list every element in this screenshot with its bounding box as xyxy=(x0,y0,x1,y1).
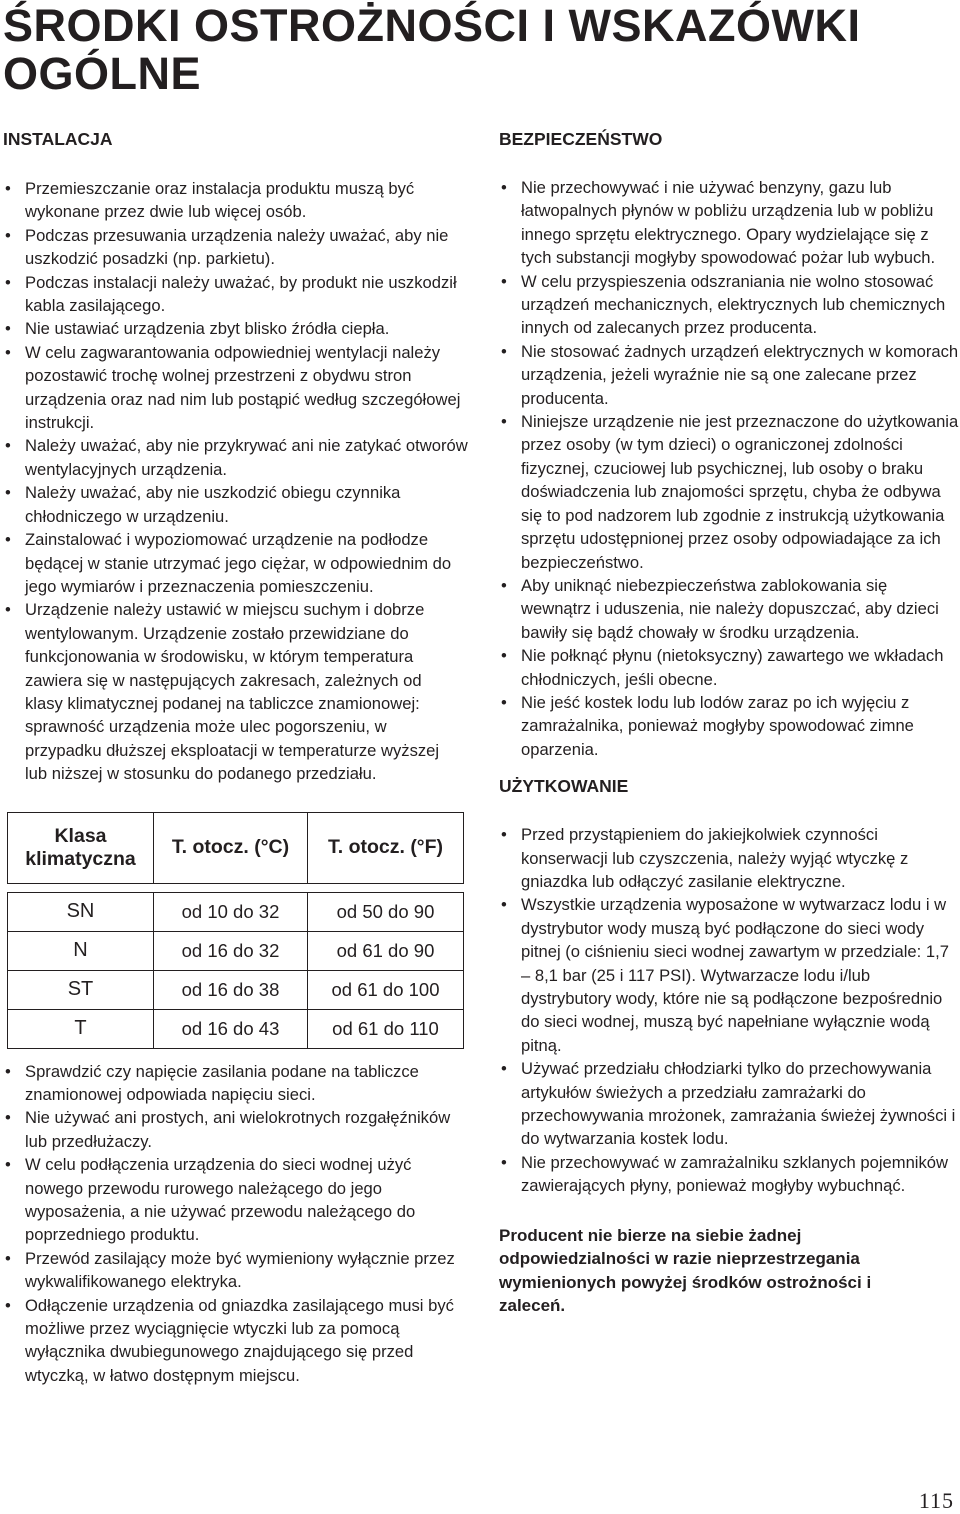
bullet-icon: • xyxy=(501,178,507,197)
list-item: • W celu podłączenia urządzenia do sieci wodnej użyć nowego przewodu rurowego należącego do jego wyposażenia, a nie używać przewodu należącego do poprzedniego produktu. xyxy=(5,1155,416,1245)
table-spacer xyxy=(8,883,464,892)
safety-heading: BEZPIECZEŃSTWO xyxy=(499,129,663,149)
bullet-icon: • xyxy=(5,179,11,198)
installation-heading: INSTALACJA xyxy=(3,129,113,149)
table-header-cell: Klasa klimatyczna xyxy=(8,812,154,883)
bullet-icon: • xyxy=(501,692,507,712)
table-cell: od 61 do 100 xyxy=(308,970,464,1009)
table-cell: ST xyxy=(8,970,154,1009)
table-cell: od 50 do 90 xyxy=(308,892,464,931)
page-title: ŚRODKI OSTROŻNOŚCI I WSKAZÓWKI OGÓLNE xyxy=(3,0,861,99)
list-item: • Nie przechowywać w zamrażalniku szklanych pojemników zawierających płyny, ponieważ mogłyby wybuchnąć. xyxy=(501,1152,948,1196)
list-item: • Urządzenie należy ustawić w miejscu suchym i dobrze wentylowanym. Urządzenie zostało przewidziane do funkcjonowania w środowisku, w którym temperatura zawiera się w następujących zakresach, zależnych od klasy klimatycznej podanej na tabliczce znamionowej: sprawność urządzenia może ulec pogorszeniu, w przypadku dłuższej eksploatacji w temperaturze wyższej lub niższej w stosunku do podanego przedziału. xyxy=(5,600,440,784)
bullet-icon: • xyxy=(5,1061,11,1081)
table-cell: od 16 do 32 xyxy=(154,931,308,970)
list-item: • Nie używać ani prostych, ani wielokrotnych rozgałęźników lub przedłużaczy. xyxy=(5,1108,451,1151)
list-item: • Nie ustawiać urządzenia zbyt blisko źródła ciepła. xyxy=(3,317,473,340)
list-item: • Przed przystąpieniem do jakiejkolwiek czynności konserwacji lub czyszczenia, należy wyjąć wtyczkę z gniazdka lub odłączyć zasilanie elektryczne. xyxy=(501,825,909,891)
list-item: • Przewód zasilający może być wymieniony wyłącznie przez wykwalifikowanego elektryka. xyxy=(5,1248,455,1292)
bullet-icon: • xyxy=(5,319,11,339)
list-item: • Przemieszczanie oraz instalacja produktu muszą być wykonane przez dwie lub więcej osób. xyxy=(5,179,415,222)
table-cell: od 61 do 110 xyxy=(308,1009,464,1048)
list-item: • Podczas instalacji należy uważać, by produkt nie uszkodził kabla zasilającego. xyxy=(5,272,457,316)
bullet-icon: • xyxy=(5,1155,11,1175)
list-item: • Nie przechowywać i nie używać benzyny, gazu lub łatwopalnych płynów w pobliżu urządzenia lub w pobliżu innego sprzętu elektrycznego. Opary wydzielające się z tych substancji mogłyby spowodować pożar lub wybuch. xyxy=(501,178,936,268)
list-item: • Wszystkie urządzenia wyposażone w wytwarzacz lodu i w dystrybutor wody muszą być podłączone do sieci wody pitnej (o ciśnieniu sieci wodnej zawartym w przedziale: 1,7 – 8,1 bar (25 i 117 PSI). Wytwarzacze lodu i/lub dystrybutory wody, które nie są podłączone bezpośrednio do sieci wodnej, muszą być napełniane wyłącznie wodą pitną. xyxy=(501,895,949,1055)
bullet-icon: • xyxy=(501,895,507,915)
table-header-cell: T. otocz. (°F) xyxy=(308,812,464,883)
bullet-icon: • xyxy=(5,436,11,456)
power-list xyxy=(3,1060,473,1388)
list-item: • Podczas przesuwania urządzenia należy uważać, aby nie uszkodzić posadzki (np. parkietu). xyxy=(5,225,449,269)
bullet-icon: • xyxy=(501,825,507,845)
table-cell: od 61 do 90 xyxy=(308,931,464,970)
list-item: • Odłączenie urządzenia od gniazdka zasilającego musi być możliwe przez wyciągnięcie wtyczki lub za pomocą wyłącznika dwubiegunowego znajdującego się przed wtyczką, w łatwo dostępnym miejscu. xyxy=(5,1295,454,1385)
table-row xyxy=(8,970,464,1009)
bullet-icon: • xyxy=(501,575,507,595)
bullet-icon: • xyxy=(5,225,11,245)
table-header-cell: T. otocz. (°C) xyxy=(154,812,308,883)
bullet-icon: • xyxy=(5,530,11,550)
list-item: • Należy uważać, aby nie uszkodzić obiegu czynnika chłodniczego w urządzeniu. xyxy=(5,483,401,526)
bullet-icon: • xyxy=(501,646,507,666)
usage-heading: UŻYTKOWANIE xyxy=(499,776,629,797)
left-column xyxy=(3,128,478,1387)
table-cell: od 16 do 43 xyxy=(154,1009,308,1048)
list-item: • Nie jeść kostek lodu lub lodów zaraz po ich wyjęciu z zamrażalnika, ponieważ mogłyby spowodować zimne oparzenia. xyxy=(501,692,914,759)
list-item: • Sprawdzić czy napięcie zasilania podane na tabliczce znamionowej odpowiada napięciu sieci. xyxy=(5,1061,419,1104)
right-column xyxy=(499,128,960,1335)
list-item: • W celu przyspieszenia odszraniania nie wolno stosować urządzeń mechanicznych, elektrycznych lub chemicznych innych od zalecanych przez producenta. xyxy=(501,271,946,338)
bullet-icon: • xyxy=(501,271,507,291)
list-item: • Nie stosować żadnych urządzeń elektrycznych w komorach urządzenia, jeżeli wyraźnie nie są one zalecane przez producenta. xyxy=(501,341,959,408)
page-number: 115 xyxy=(918,1488,954,1513)
table-cell: od 10 do 32 xyxy=(154,892,308,931)
bullet-icon: • xyxy=(5,1295,11,1315)
table-cell: od 16 do 38 xyxy=(154,970,308,1009)
list-item: • W celu zagwarantowania odpowiedniej wentylacji należy pozostawić trochę wolnej przestrzeni z obydwu stron urządzenia oraz nad nim lub postąpić według szczegółowej instrukcji. xyxy=(5,342,461,433)
bullet-icon: • xyxy=(5,483,11,503)
installation-list xyxy=(3,177,473,786)
table-row xyxy=(8,1009,464,1048)
bullet-icon: • xyxy=(5,1108,11,1128)
bullet-icon: • xyxy=(5,600,11,620)
climate-class-table xyxy=(7,812,464,1049)
usage-list xyxy=(499,823,960,1198)
liability-note: Producent nie bierze na siebie żadnej odpowiedzialności w razie nieprzestrzegania wymienionych powyżej środków ostrożności i zaleceń. xyxy=(499,1225,872,1316)
table-row xyxy=(8,931,464,970)
bullet-icon: • xyxy=(501,1059,507,1079)
list-item: • Należy uważać, aby nie przykrywać ani nie zatykać otworów wentylacyjnych urządzenia. xyxy=(5,436,468,479)
bullet-icon: • xyxy=(5,342,11,362)
bullet-icon: • xyxy=(501,412,507,432)
list-item: • Nie połknąć płynu (nietoksyczny) zawartego we wkładach chłodniczych, jeśli obecne. xyxy=(501,646,944,689)
bullet-icon: • xyxy=(501,341,507,361)
list-item: • Zainstalować i wypoziomować urządzenie na podłodze będącej w stanie utrzymać jego ciężar, w odpowiednim do jego wymiarów i przeznaczenia pomieszczeniu. xyxy=(5,530,452,596)
table-header-row xyxy=(8,812,464,883)
safety-list xyxy=(499,176,960,761)
table-cell: T xyxy=(8,1009,154,1048)
list-item: • Aby uniknąć niebezpieczeństwa zablokowania się wewnątrz i uduszenia, nie należy dopuszczać, aby dzieci bawiły się bądź chowały w środku urządzenia. xyxy=(501,575,939,642)
list-item: • Używać przedziału chłodziarki tylko do przechowywania artykułów świeżych a przedziału zamrażarki do przechowywania mrożonek, zamrażania świeżej żywności i do wytwarzania kostek lodu. xyxy=(501,1059,956,1149)
bullet-icon: • xyxy=(5,1248,11,1268)
table-row xyxy=(8,892,464,931)
table-cell: SN xyxy=(8,892,154,931)
bullet-icon: • xyxy=(5,272,11,292)
table-cell: N xyxy=(8,931,154,970)
bullet-icon: • xyxy=(501,1152,507,1172)
list-item: • Niniejsze urządzenie nie jest przeznaczone do użytkowania przez osoby (w tym dzieci) o ograniczonej zdolności fizycznej, czuciowej lub psychicznej, lub osoby o braku doświadczenia lub znajomości sprzętu, chyba że odbywa się to pod nadzorem lub zgodnie z instrukcją użytkowania sprzętu udostępnionej przez osoby odpowiadające za ich bezpieczeństwo. xyxy=(501,412,959,572)
